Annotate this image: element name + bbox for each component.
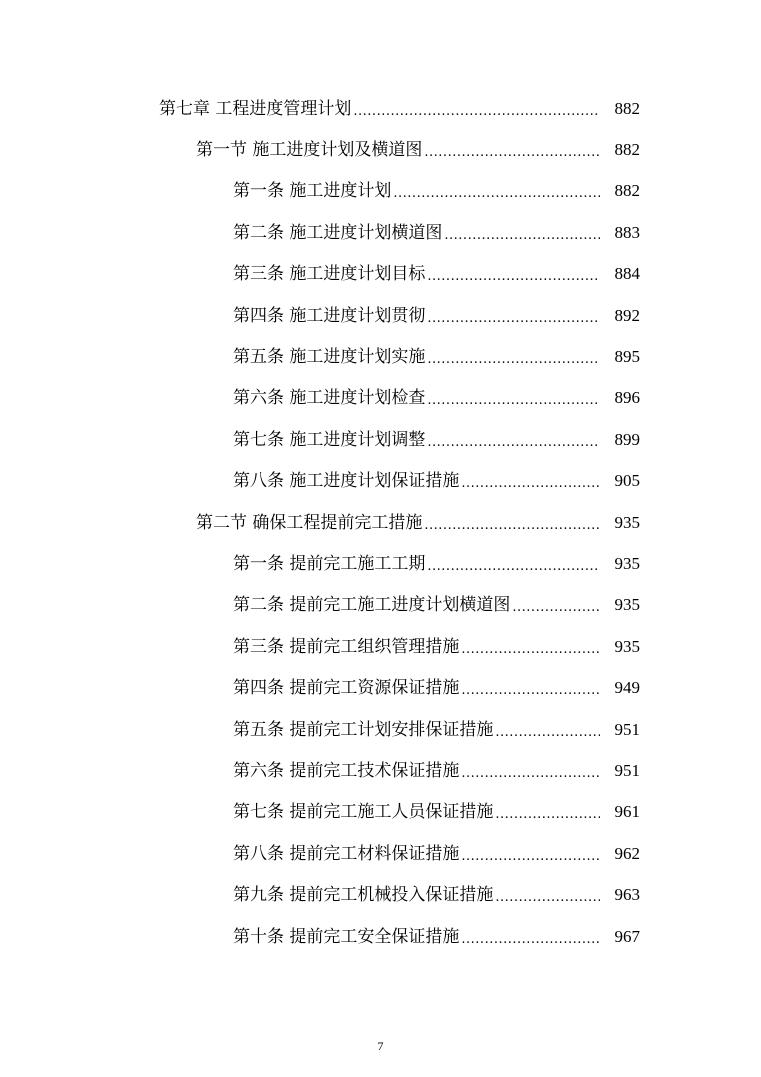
toc-entry-article[interactable] [0, 171, 761, 212]
toc-entry-chapter-7[interactable] [0, 88, 761, 129]
toc-entry-page: 963 [614, 885, 640, 905]
toc-entry-page: 962 [614, 843, 640, 863]
toc-dot-leader [393, 184, 600, 204]
toc-entry-page: 884 [614, 264, 640, 284]
toc-entry-page: 895 [614, 347, 640, 367]
toc-entry-title: 第四条 提前完工资源保证措施 [233, 678, 460, 699]
toc-dot-leader [495, 723, 600, 743]
toc-entry-page: 961 [614, 802, 640, 822]
toc-entry-title: 第四条 施工进度计划贯彻 [233, 305, 426, 326]
toc-entry-article[interactable] [0, 916, 761, 957]
toc-entry-page: 935 [614, 553, 640, 573]
toc-entry-page: 905 [614, 471, 640, 491]
toc-entry-article[interactable] [0, 874, 761, 915]
toc-entry-title: 第一条 施工进度计划 [233, 181, 392, 202]
toc-entry-page: 896 [614, 388, 640, 408]
toc-entry-article[interactable] [0, 792, 761, 833]
toc-entry-article[interactable] [0, 254, 761, 295]
toc-entry-article[interactable] [0, 212, 761, 253]
toc-dot-leader [495, 888, 600, 908]
toc-entry-article[interactable] [0, 750, 761, 791]
toc-entry-page: 951 [614, 760, 640, 780]
toc-entry-page: 951 [614, 719, 640, 739]
toc-entry-article[interactable] [0, 295, 761, 336]
toc-entry-title: 第七条 施工进度计划调整 [233, 429, 426, 450]
toc-dot-leader [461, 847, 600, 867]
toc-entry-title: 第三条 施工进度计划目标 [233, 264, 426, 285]
toc-entry-title: 第二条 提前完工施工进度计划横道图 [233, 595, 511, 616]
toc-dot-leader [424, 143, 600, 163]
toc-dot-leader [495, 805, 600, 825]
toc-dot-leader [444, 226, 600, 246]
toc-entry-article[interactable] [0, 626, 761, 667]
toc-entry-title: 第二节 确保工程提前完工措施 [196, 512, 423, 533]
toc-dot-leader [424, 516, 600, 536]
toc-entry-title: 第六条 施工进度计划检查 [233, 388, 426, 409]
toc-entry-article[interactable] [0, 461, 761, 502]
toc-entry-article[interactable] [0, 585, 761, 626]
toc-dot-leader [427, 350, 600, 370]
toc-dot-leader [427, 557, 600, 577]
toc-dot-leader [353, 102, 600, 122]
toc-dot-leader [427, 267, 600, 287]
toc-dot-leader [427, 309, 600, 329]
toc-entry-article[interactable] [0, 336, 761, 377]
toc-entry-title: 第十条 提前完工安全保证措施 [233, 926, 460, 947]
toc-entry-page: 882 [614, 181, 640, 201]
toc-dot-leader [512, 598, 600, 618]
toc-entry-article[interactable] [0, 709, 761, 750]
toc-entry-title: 第七章 工程进度管理计划 [159, 98, 352, 119]
toc-entry-title: 第三条 提前完工组织管理措施 [233, 636, 460, 657]
toc-entry-page: 883 [614, 222, 640, 242]
toc-entry-page: 967 [614, 926, 640, 946]
toc-dot-leader [461, 474, 600, 494]
table-of-contents [0, 88, 761, 957]
toc-entry-section-2[interactable] [0, 502, 761, 543]
toc-entry-title: 第八条 提前完工材料保证措施 [233, 843, 460, 864]
toc-entry-title: 第五条 提前完工计划安排保证措施 [233, 719, 494, 740]
toc-entry-page: 899 [614, 429, 640, 449]
toc-entry-page: 935 [614, 512, 640, 532]
toc-dot-leader [461, 681, 600, 701]
toc-entry-page: 882 [614, 98, 640, 118]
toc-entry-article[interactable] [0, 667, 761, 708]
toc-entry-article[interactable] [0, 378, 761, 419]
toc-entry-title: 第二条 施工进度计划横道图 [233, 222, 443, 243]
toc-entry-page: 882 [614, 140, 640, 160]
toc-entry-page: 892 [614, 305, 640, 325]
toc-dot-leader [461, 640, 600, 660]
toc-entry-article[interactable] [0, 419, 761, 460]
toc-dot-leader [427, 391, 600, 411]
toc-entry-article[interactable] [0, 543, 761, 584]
toc-dot-leader [427, 433, 600, 453]
toc-entry-title: 第一节 施工进度计划及横道图 [196, 140, 423, 161]
toc-entry-article[interactable] [0, 833, 761, 874]
toc-entry-section-1[interactable] [0, 129, 761, 170]
toc-entry-title: 第九条 提前完工机械投入保证措施 [233, 885, 494, 906]
toc-entry-title: 第五条 施工进度计划实施 [233, 347, 426, 368]
toc-dot-leader [461, 930, 600, 950]
toc-entry-title: 第七条 提前完工施工人员保证措施 [233, 802, 494, 823]
toc-entry-page: 935 [614, 636, 640, 656]
toc-entry-title: 第一条 提前完工施工工期 [233, 553, 426, 574]
toc-entry-page: 949 [614, 678, 640, 698]
toc-dot-leader [461, 764, 600, 784]
toc-entry-title: 第六条 提前完工技术保证措施 [233, 760, 460, 781]
page-number: 7 [377, 1039, 384, 1053]
toc-entry-title: 第八条 施工进度计划保证措施 [233, 471, 460, 492]
toc-entry-page: 935 [614, 595, 640, 615]
